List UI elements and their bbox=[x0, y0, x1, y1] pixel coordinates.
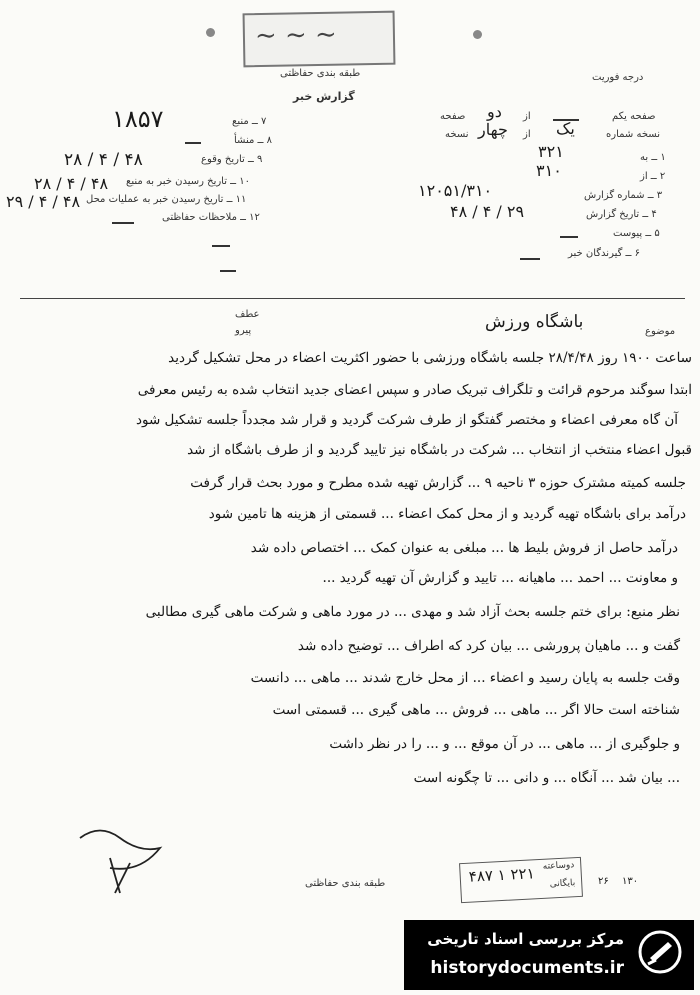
body-line: ساعت ۱۹۰۰ روز ۲۸/۴/۴۸ جلسه باشگاه ورزشی با حضور اکثریت اعضاء در محل تشکیل گردید bbox=[168, 350, 692, 366]
classification-stamp: ~ ~ ~ bbox=[243, 11, 396, 68]
field-label-date-received-source: ۱۰ ــ تاریخ رسیدن خبر به منبع bbox=[126, 176, 250, 187]
urgency-label: درجه فوریت bbox=[592, 72, 644, 83]
body-line: درآمد برای باشگاه تهیه گردید و از محل کمک اعضاء ... قسمتی از هزینه ها تامین شود bbox=[208, 506, 686, 522]
field-label-to: ۱ ــ به bbox=[640, 152, 666, 163]
field-val-page-total: دو bbox=[487, 102, 502, 121]
subject-value: باشگاه ورزش bbox=[485, 312, 584, 332]
body-line: ... بیان شد ... آنگاه ... و دانی ... تا چگونه است bbox=[413, 770, 680, 786]
field-label-recipients: ۶ ــ گیرندگان خبر bbox=[568, 248, 640, 259]
subject-label: موضوع bbox=[645, 326, 676, 337]
stamp-handwritten: ۴۸۷ ۱ ۲۲۱ bbox=[468, 864, 536, 886]
field-label-report-number: ۳ ــ شماره گزارش bbox=[584, 190, 663, 201]
field-label-attachment: ۵ ــ پیوست bbox=[613, 228, 660, 239]
body-line: قبول اعضاء منتخب از انتخاب ... شرکت در باشگاه نیز تایید گردید و از طرف باشگاه از شد bbox=[187, 442, 692, 458]
field-label-report-date: ۴ ــ تاریخ گزارش bbox=[586, 209, 657, 220]
watermark-title: مرکز بررسی اسناد تاریخی bbox=[427, 930, 624, 948]
field-label-page: صفحه یکم bbox=[612, 111, 656, 122]
classification-label: طبقه بندی حفاظتی bbox=[280, 68, 361, 79]
header-divider bbox=[20, 298, 685, 299]
field-value-report-date: ۴۸ / ۴ / ۲۹ bbox=[450, 202, 525, 221]
field-value-date-received-ops: ۲۹ / ۴ / ۴۸ bbox=[6, 192, 81, 211]
body-line: وقت جلسه به پایان رسید و اعضاء ... از محل خارج شدند ... ماهی ... دانست bbox=[250, 670, 680, 686]
stamp-line-1: دوساعته bbox=[542, 860, 575, 872]
field-value-report-number: ۱۲۰۵۱/۳۱۰ bbox=[418, 181, 493, 200]
body-line: نظر منبع: برای ختم جلسه بحث آزاد شد و مهدی ... در مورد ماهی و شرکت ماهی گیری مطالبی bbox=[145, 604, 680, 620]
punch-hole bbox=[473, 30, 482, 39]
body-line: و معاونت ... احمد ... ماهیانه ... تایید و گزارش آن تهیه گردید ... bbox=[322, 570, 678, 586]
empty-dash bbox=[520, 258, 540, 260]
reference-atf-label: عطف bbox=[235, 309, 260, 320]
body-line: درآمد حاصل از فروش بلیط ها ... مبلغی به عنوان کمک ... اختصاص داده شد bbox=[250, 540, 678, 556]
report-title: گزارش خبر bbox=[293, 90, 355, 103]
field-mid-copy: از bbox=[523, 129, 531, 140]
stamp-num-2: ۲۶ bbox=[598, 876, 609, 887]
field-value-date-occurred: ۲۸ / ۴ / ۴۸ bbox=[64, 150, 143, 170]
field-value-from: ۳۱۰ bbox=[536, 161, 562, 180]
punch-hole bbox=[206, 28, 215, 37]
body-line: گفت و ... ماهیان پرورشی ... بیان کرد که اطراف ... توضیح داده شد bbox=[297, 638, 680, 654]
archive-stamp bbox=[459, 857, 583, 903]
field-label-date-received-ops: ۱۱ ــ تاریخ رسیدن خبر به عملیات محل bbox=[86, 194, 247, 205]
field-suffix-page: صفحه bbox=[440, 111, 466, 122]
body-line: جلسه کمیته مشترک حوزه ۳ ناحیه ۹ ... گزارش تهیه شده مطرح و مورد بحث قرار گرفت bbox=[190, 475, 686, 491]
field-label-source: ۷ ــ منبع bbox=[232, 116, 267, 127]
field-suffix-copy: نسخه bbox=[445, 129, 469, 140]
field-label-security-notes: ۱۲ ــ ملاحظات حفاظتی bbox=[162, 212, 260, 223]
body-line: شناخته است حالا اگر ... ماهی ... فروش ... ماهی گیری ... قسمتی است bbox=[272, 702, 680, 718]
field-value-date-received-source: ۲۸ / ۴ / ۴۸ bbox=[34, 174, 109, 193]
empty-dash bbox=[112, 222, 134, 224]
body-line: و جلوگیری از ... ماهی ... در آن موقع ... و ... را در نظر داشت bbox=[329, 736, 680, 752]
signature-scribble bbox=[70, 818, 220, 898]
field-val-copy: یک bbox=[556, 119, 575, 138]
empty-dash bbox=[212, 245, 230, 247]
archive-watermark bbox=[404, 920, 694, 990]
body-line: ابتدا سوگند مرحوم قرائت و تلگراف تبریک صادر و سپس اعضای جدید انتخاب شده به رئیس معرفی bbox=[137, 382, 692, 398]
field-label-date-occurred: ۹ ــ تاریخ وقوع bbox=[201, 154, 263, 165]
field-val-copy-total: چهار bbox=[478, 120, 508, 139]
field-label-from: ۲ ــ از bbox=[640, 171, 666, 182]
empty-dash bbox=[185, 142, 201, 144]
field-mid-page: از bbox=[523, 111, 531, 122]
field-value-source: ۱۸۵۷ bbox=[112, 105, 164, 133]
watermark-url: historydocuments.ir bbox=[430, 958, 624, 978]
stamp-num-1: ۱۳۰ bbox=[622, 876, 639, 887]
classification-label-bottom: طبقه بندی حفاظتی bbox=[305, 878, 386, 889]
field-label-copy: نسخه شماره bbox=[606, 129, 660, 140]
field-value-to: ۳۲۱ bbox=[538, 142, 564, 161]
stamp-line-2: بایگانی bbox=[549, 878, 576, 890]
body-line: آن گاه معرفی اعضاء و مختصر گفتگو از طرف شرکت گردید و قرار شد مجدداً جلسه تشکیل شود bbox=[135, 412, 678, 428]
field-label-origin: ۸ ــ منشأ bbox=[234, 135, 272, 146]
archive-emblem-icon bbox=[638, 930, 682, 974]
reference-peyro-label: پیرو bbox=[235, 325, 252, 336]
empty-dash bbox=[560, 236, 578, 238]
empty-dash bbox=[220, 270, 236, 272]
